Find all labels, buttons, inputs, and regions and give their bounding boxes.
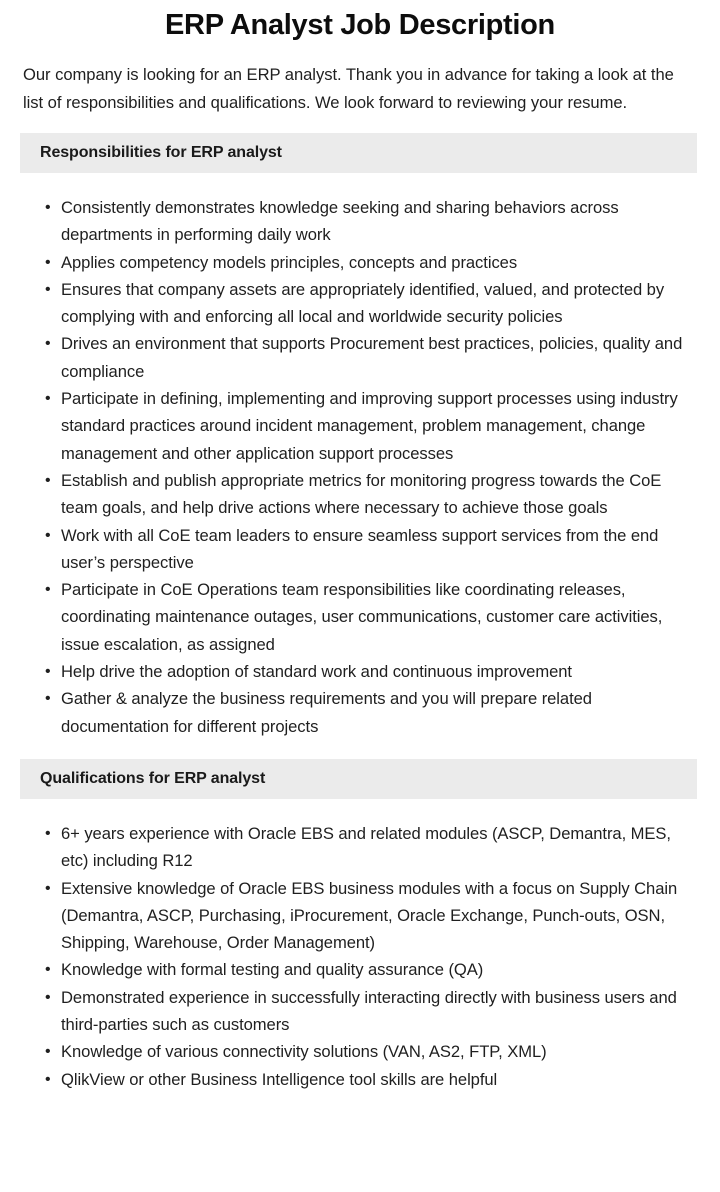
list-item: • Establish and publish appropriate metrics for monitoring progress towards the CoE team goals, and help drive actions where necessary to achieve those goals [45, 467, 690, 522]
list-item: • 6+ years experience with Oracle EBS and related modules (ASCP, Demantra, MES, etc) including R12 [45, 820, 690, 875]
list-item: • Ensures that company assets are appropriately identified, valued, and protected by complying with and enforcing all local and worldwide security policies [45, 276, 690, 331]
spacer-qualifications-list-top [0, 799, 720, 820]
spacer-responsibilities-list-top [0, 173, 720, 194]
spacer-before-responsibilities [0, 116, 720, 133]
page-title: ERP Analyst Job Description [165, 9, 555, 41]
spacer-responsibilities-list-bottom [0, 740, 720, 759]
list-item: • Knowledge of various connectivity solutions (VAN, AS2, FTP, XML) [45, 1038, 690, 1065]
list-item: • Participate in CoE Operations team responsibilities like coordinating releases, coordinating maintenance outages, user communications, customer care activities, issue escalation, as assigned [45, 576, 690, 658]
list-item: • Demonstrated experience in successfully interacting directly with business users and third-parties such as customers [45, 984, 690, 1039]
qualifications-list [45, 820, 690, 1093]
list-item: • Help drive the adoption of standard work and continuous improvement [45, 658, 690, 685]
list-item: • QlikView or other Business Intelligence tool skills are helpful [45, 1066, 690, 1093]
list-item: • Extensive knowledge of Oracle EBS business modules with a focus on Supply Chain (Demantra, ASCP, Purchasing, iProcurement, Oracle Exchange, Punch-outs, OSN, Shipping, Warehouse, Order Management) [45, 875, 690, 957]
list-item: • Applies competency models principles, concepts and practices [45, 249, 690, 276]
list-item: • Participate in defining, implementing and improving support processes using industry standard practices around incident management, problem management, change management and other application support processes [45, 385, 690, 467]
list-item: • Work with all CoE team leaders to ensure seamless support services from the end user’s perspective [45, 522, 690, 577]
intro-paragraph: Our company is looking for an ERP analyst. Thank you in advance for taking a look at the list of responsibilities and qualifications. We look forward to reviewing your resume. [23, 65, 674, 112]
list-item: • Drives an environment that supports Procurement best practices, policies, quality and compliance [45, 330, 690, 385]
list-item: • Consistently demonstrates knowledge seeking and sharing behaviors across departments in performing daily work [45, 194, 690, 249]
section-heading-label: Responsibilities for ERP analyst [40, 144, 282, 161]
list-item: • Knowledge with formal testing and quality assurance (QA) [45, 956, 690, 983]
section-header-responsibilities [20, 133, 697, 173]
section-heading-label: Qualifications for ERP analyst [40, 769, 266, 787]
list-item: • Gather & analyze the business requirements and you will prepare related documentation for different projects [45, 685, 690, 740]
responsibilities-list [45, 194, 690, 740]
section-header-qualifications [20, 759, 697, 799]
